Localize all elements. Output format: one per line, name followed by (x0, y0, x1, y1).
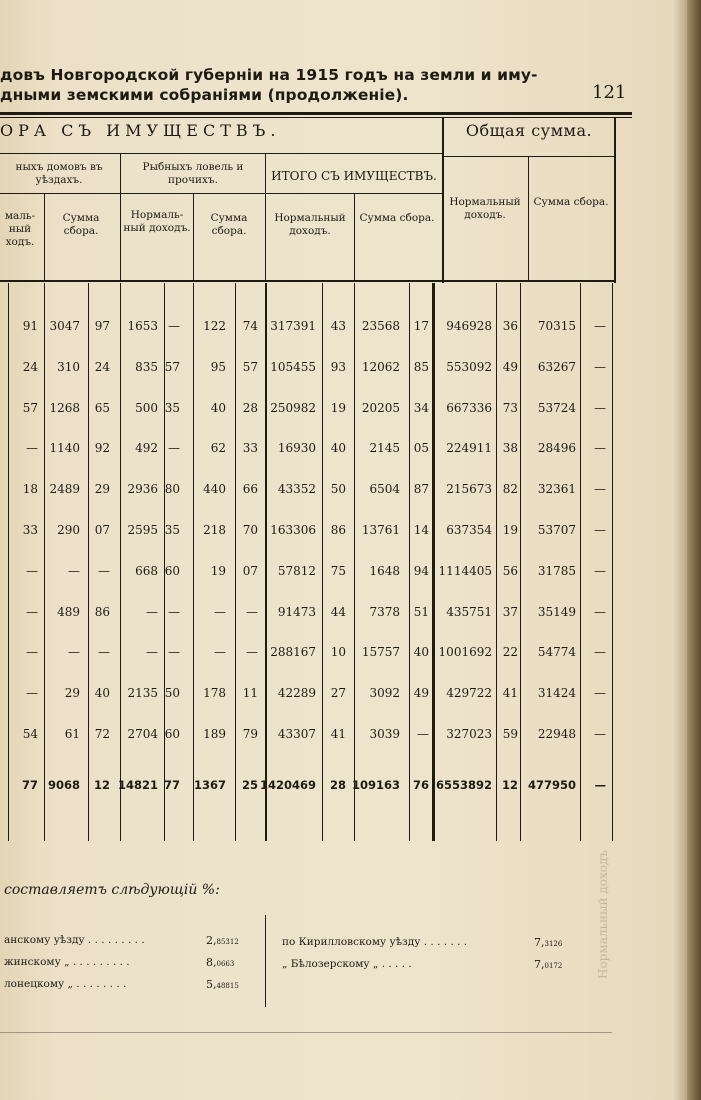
table-cell: 44 (330, 604, 346, 619)
table-cell: 40 (413, 645, 429, 660)
footer-left-label: лонецкому „ . . . . . . . . (4, 978, 127, 990)
col-header-sum-collected-2: Сумма сбора. (210, 212, 248, 237)
table-cell: 22 (502, 645, 518, 660)
table-cell: 2595 (127, 523, 158, 537)
body-vline (265, 283, 267, 841)
table-cell: — (246, 645, 258, 660)
table-cell: 37 (502, 604, 518, 619)
table-cell: — (26, 441, 38, 456)
footer-right-value-int: 7, (534, 958, 545, 971)
table-cell: 91 (22, 319, 38, 333)
table-cell: 7378 (369, 604, 400, 619)
table-cell: 20205 (361, 400, 400, 415)
top-rule-thick (0, 112, 632, 115)
footer-right-value-int: 7, (534, 936, 545, 949)
table-cell: — (594, 727, 606, 741)
body-vline-bold (432, 283, 435, 841)
table-cell: 105455 (270, 359, 316, 374)
table-cell: 22948 (537, 727, 576, 741)
bottom-bleed-rule (0, 1032, 612, 1033)
table-cell: — (594, 604, 606, 619)
table-cell: 553092 (446, 359, 492, 374)
totals-cell: 28 (329, 778, 346, 792)
table-cell: 95 (210, 359, 226, 374)
table-cell: 42289 (277, 686, 316, 701)
table-cell: — (594, 645, 606, 660)
table-cell: 79 (242, 727, 258, 741)
totals-cell: 77 (163, 778, 180, 792)
table-cell: 18 (22, 482, 38, 497)
table-cell: 32361 (537, 482, 576, 497)
table-cell: 946928 (446, 319, 492, 333)
table-cell: — (26, 686, 38, 701)
header-title-line-1: довъ Новгородской губерніи на 1915 годъ на земли и иму- (0, 66, 538, 84)
footer-right-value (534, 936, 562, 949)
table-cell: — (26, 563, 38, 578)
table-cell: — (594, 563, 606, 578)
footer-left-value (206, 978, 239, 991)
table-cell: 11 (242, 686, 258, 701)
table-cell: 435751 (446, 604, 492, 619)
body-vline (120, 283, 121, 841)
table-cell: — (98, 563, 110, 578)
table-cell: 05 (413, 441, 429, 456)
table-cell: 97 (94, 319, 110, 333)
table-cell: 63267 (537, 359, 576, 374)
table-cell: 667336 (446, 400, 492, 415)
header-vline-3 (44, 194, 45, 280)
page-edge-shadow (687, 0, 701, 1100)
table-cell: 75 (330, 563, 346, 578)
table-cell: 41 (330, 727, 346, 741)
table-cell: 224911 (446, 441, 492, 456)
table-cell: 15757 (361, 645, 400, 660)
table-cell: — (168, 441, 180, 456)
table-cell: 31424 (537, 686, 576, 701)
table-cell: 1268 (49, 400, 80, 415)
table-cell: — (214, 604, 226, 619)
table-cell: 19 (330, 400, 346, 415)
header-vline-2 (265, 154, 266, 280)
table-cell: 12062 (361, 359, 400, 374)
footer-left-value-int: 2, (206, 934, 217, 947)
body-vline (496, 283, 497, 841)
table-cell: — (146, 604, 158, 619)
footer-left-value-dec: 85312 (216, 938, 239, 946)
header-vline-1 (120, 154, 121, 280)
totals-cell: 12 (93, 778, 110, 792)
totals-cell: — (594, 778, 606, 792)
table-cell: 492 (135, 441, 158, 456)
table-cell: 288167 (270, 645, 316, 660)
table-cell: 94 (413, 563, 429, 578)
totals-cell: 14821 (117, 778, 158, 792)
table-cell: 82 (502, 482, 518, 497)
body-vline (235, 283, 236, 841)
footer-right-label: по Кирилловскому уѣзду . . . . . . . (282, 936, 468, 948)
table-cell: 17 (413, 319, 429, 333)
totals-cell: 1367 (193, 778, 226, 792)
footer-left-value (206, 934, 239, 947)
table-cell: 73 (502, 400, 518, 415)
table-cell: — (594, 319, 606, 333)
table-cell: 29 (64, 686, 80, 701)
table-cell: 70315 (537, 319, 576, 333)
table-cell: 07 (94, 523, 110, 537)
table-cell: 1648 (369, 563, 400, 578)
table-cell: 86 (330, 523, 346, 537)
table-cell: 29 (94, 482, 110, 497)
group-header-property-levy: ОРА СЪ ИМУЩЕСТВЪ. (0, 121, 281, 140)
totals-cell: 77 (21, 778, 38, 792)
totals-cell: 12 (501, 778, 518, 792)
table-cell: 637354 (446, 523, 492, 537)
table-cell: 1114405 (438, 563, 492, 578)
table-cell: 34 (413, 400, 429, 415)
footer-left-label: жинскому „ . . . . . . . . . (4, 956, 130, 968)
table-cell: 489 (57, 604, 80, 619)
table-cell: 835 (135, 359, 158, 374)
totals-cell: 1420469 (259, 778, 316, 792)
subheader-houses: ныхъ домовъ въ уѣздахъ. (15, 161, 103, 186)
table-cell: 1653 (127, 319, 158, 333)
table-cell: 218 (203, 523, 226, 537)
table-cell: 49 (413, 686, 429, 701)
table-cell: 57 (242, 359, 258, 374)
table-cell: 500 (135, 400, 158, 415)
totals-cell: 25 (241, 778, 258, 792)
table-cell: 250982 (270, 400, 316, 415)
table-cell: 80 (164, 482, 180, 497)
table-cell: — (68, 563, 80, 578)
table-cell: 28496 (537, 441, 576, 456)
header-bottom-rule (0, 280, 614, 282)
table-cell: 35149 (537, 604, 576, 619)
col-header-normal-income-2: Нормальный доходъ. (274, 212, 346, 237)
table-cell: 3047 (49, 319, 80, 333)
header-vline-5 (354, 194, 355, 280)
table-cell: 87 (413, 482, 429, 497)
table-cell: 40 (94, 686, 110, 701)
table-cell: 3092 (369, 686, 400, 701)
table-cell: 62 (210, 441, 226, 456)
header-vline-4 (193, 194, 194, 280)
table-cell: — (68, 645, 80, 660)
table-cell: — (594, 359, 606, 374)
table-cell: 41 (502, 686, 518, 701)
rule-under-group-title (0, 153, 442, 154)
table-cell: — (594, 400, 606, 415)
footer-left-value-dec: 48815 (216, 982, 239, 990)
table-cell: 24 (94, 359, 110, 374)
table-cell: 122 (203, 319, 226, 333)
subheader-fisheries: Рыбныхъ ловель и прочихъ. (142, 161, 244, 186)
table-cell: 07 (242, 563, 258, 578)
table-cell: — (98, 645, 110, 660)
footer-divider (265, 915, 266, 1007)
col-header-cut-normal-income: маль-ный ходъ. (4, 210, 36, 248)
table-cell: 50 (164, 686, 180, 701)
page-number: 121 (592, 82, 627, 103)
footer-left-value (206, 956, 234, 969)
table-cell: 51 (413, 604, 429, 619)
col-header-normal-income-1: Нормаль-ный доходъ. (123, 209, 191, 234)
table-cell: — (246, 604, 258, 619)
table-cell: — (168, 319, 180, 333)
table-cell: 668 (135, 563, 158, 578)
header-vline-6 (528, 157, 529, 280)
table-cell: 72 (94, 727, 110, 741)
footer-right-value (534, 958, 562, 971)
table-cell: 290 (57, 523, 80, 537)
table-cell: 28 (242, 400, 258, 415)
table-cell: 86 (94, 604, 110, 619)
table-cell: — (594, 523, 606, 537)
table-cell: 92 (94, 441, 110, 456)
table-cell: 43352 (277, 482, 316, 497)
table-cell: 61 (64, 727, 80, 741)
totals-cell: 6553892 (435, 778, 492, 792)
table-cell: 27 (330, 686, 346, 701)
table-cell: 13761 (361, 523, 400, 537)
table-cell: — (26, 645, 38, 660)
table-cell: 33 (242, 441, 258, 456)
table-cell: 49 (502, 359, 518, 374)
table-cell: 59 (502, 727, 518, 741)
table-cell: 24 (22, 359, 38, 374)
table-cell: 163306 (270, 523, 316, 537)
table-cell: 14 (413, 523, 429, 537)
body-vline (354, 283, 355, 841)
table-cell: — (26, 604, 38, 619)
table-cell: 178 (203, 686, 226, 701)
table-cell: 57 (164, 359, 180, 374)
table-cell: 91473 (277, 604, 316, 619)
table-cell: — (594, 441, 606, 456)
table-cell: 6504 (369, 482, 400, 497)
body-vline (8, 283, 9, 841)
body-vline (193, 283, 194, 841)
footer-right-label: „ Бѣлозерскому „ . . . . . (282, 958, 412, 970)
table-cell: 429722 (446, 686, 492, 701)
body-vline (612, 283, 613, 841)
footer-left-label: анскому уѣзду . . . . . . . . . (4, 934, 145, 946)
footer-right-value-dec: 0172 (544, 962, 563, 970)
table-cell: 2489 (49, 482, 80, 497)
table-cell: 189 (203, 727, 226, 741)
table-cell: — (168, 645, 180, 660)
table-cell: 16930 (277, 441, 316, 456)
table-cell: 74 (242, 319, 258, 333)
table-cell: 2936 (127, 482, 158, 497)
footer-title: составляетъ слѣдующій %: (4, 882, 220, 898)
table-cell: 53724 (537, 400, 576, 415)
table-cell: — (214, 645, 226, 660)
table-cell: 33 (22, 523, 38, 537)
table-cell: 1140 (49, 441, 80, 456)
table-cell: 19 (502, 523, 518, 537)
table-cell: — (168, 604, 180, 619)
col-header-normal-income-3: Нормальный доходъ. (449, 196, 521, 221)
table-cell: 53707 (537, 523, 576, 537)
table-cell: 10 (330, 645, 346, 660)
body-vline (580, 283, 581, 841)
footer-right-value-dec: 3126 (544, 940, 563, 948)
body-vline (409, 283, 410, 841)
table-cell: 56 (502, 563, 518, 578)
table-cell: 57 (22, 400, 38, 415)
group-header-total-sum: Общая сумма. (465, 121, 593, 140)
totals-cell: 9068 (47, 778, 80, 792)
table-cell: 35 (164, 400, 180, 415)
table-cell: 2145 (369, 441, 400, 456)
table-cell: 3039 (369, 727, 400, 741)
totals-cell: 76 (412, 778, 429, 792)
body-vline (322, 283, 323, 841)
bleed-through-text: Нормальный доходъ (596, 850, 610, 980)
table-cell: 317391 (270, 319, 316, 333)
table-cell: 215673 (446, 482, 492, 497)
header-vline-total-group (442, 117, 444, 283)
top-rule-thin (0, 117, 632, 118)
table-cell: 1001692 (438, 645, 492, 660)
table-cell: 327023 (446, 727, 492, 741)
table-cell: 85 (413, 359, 429, 374)
body-vline (44, 283, 45, 841)
table-cell: 38 (502, 441, 518, 456)
table-cell: 19 (210, 563, 226, 578)
footer-left-value-dec: 0663 (216, 960, 235, 968)
table-cell: 54774 (537, 645, 576, 660)
body-vline (88, 283, 89, 841)
table-cell: 43307 (277, 727, 316, 741)
totals-cell: 477950 (527, 778, 576, 792)
table-cell: 60 (164, 727, 180, 741)
table-cell: 50 (330, 482, 346, 497)
table-cell: 40 (330, 441, 346, 456)
table-cell: 2704 (127, 727, 158, 741)
table-cell: 2135 (127, 686, 158, 701)
table-cell: 31785 (537, 563, 576, 578)
totals-cell: 109163 (351, 778, 400, 792)
table-cell: 36 (502, 319, 518, 333)
table-cell: 60 (164, 563, 180, 578)
table-cell: 57812 (277, 563, 316, 578)
table-cell: 66 (242, 482, 258, 497)
col-header-sum-collected-3: Сумма сбора. (359, 212, 435, 224)
table-cell: 40 (210, 400, 226, 415)
table-cell: 93 (330, 359, 346, 374)
table-cell: 43 (330, 319, 346, 333)
subheader-total-property: ИТОГО СЪ ИМУЩЕСТВЪ. (271, 169, 437, 183)
table-cell: — (594, 482, 606, 497)
col-header-sum-collected-1: Сумма сбора. (62, 212, 100, 237)
header-vline-right (614, 117, 616, 283)
table-cell: — (594, 686, 606, 701)
table-cell: 65 (94, 400, 110, 415)
footer-left-value-int: 5, (206, 978, 217, 991)
table-cell: — (146, 645, 158, 660)
col-header-sum-collected-4: Сумма сбора. (533, 196, 609, 208)
header-title-line-2: дными земскими собраніями (продолженіе). (0, 86, 409, 104)
table-cell: 23568 (361, 319, 400, 333)
footer-left-value-int: 8, (206, 956, 217, 969)
table-cell: 54 (22, 727, 38, 741)
table-cell: 35 (164, 523, 180, 537)
rule-under-subheaders (0, 193, 442, 194)
table-cell: 440 (203, 482, 226, 497)
table-cell: 310 (57, 359, 80, 374)
table-cell: — (417, 727, 429, 741)
body-vline (520, 283, 521, 841)
table-cell: 70 (242, 523, 258, 537)
